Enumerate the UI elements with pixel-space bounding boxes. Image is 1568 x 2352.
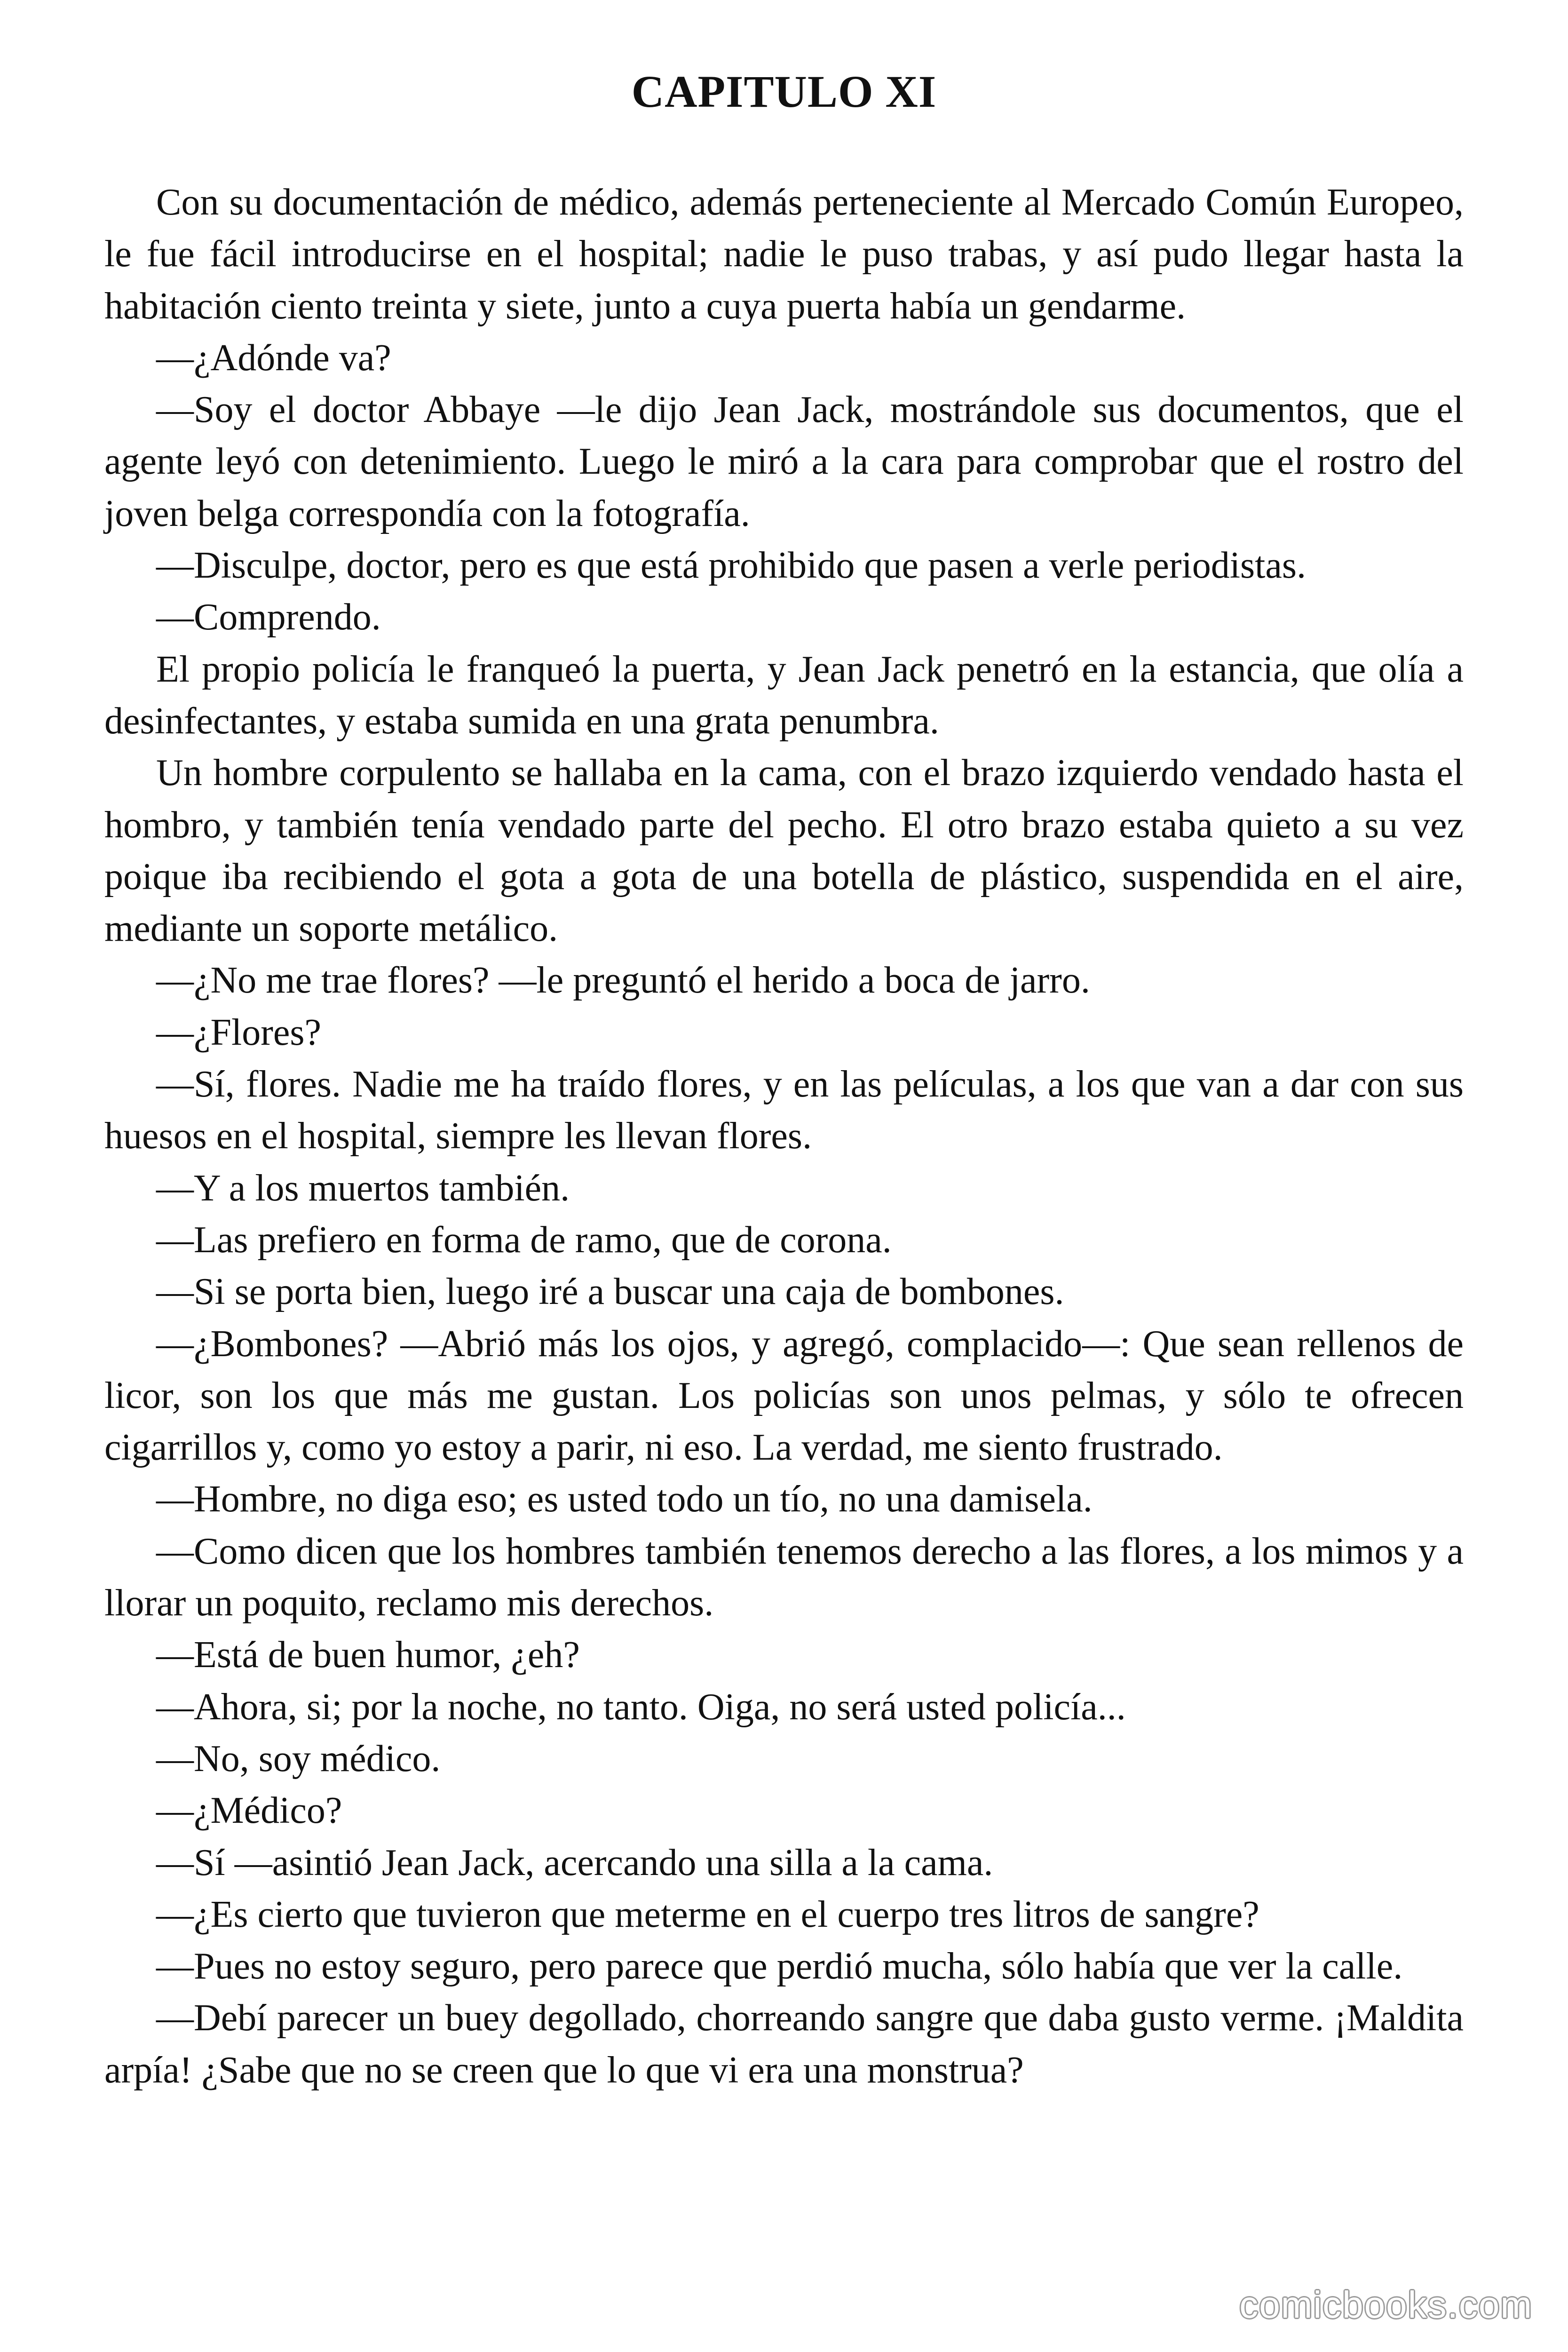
paragraph: —Comprendo. (156, 596, 381, 638)
paragraph: —Está de buen humor, ¿eh? (156, 1634, 580, 1676)
chapter-title: CAPITULO XI (631, 66, 937, 117)
paragraph: —¿Adónde va? (156, 337, 391, 379)
paragraph: —Las prefiero en forma de ramo, que de corona. (156, 1219, 892, 1261)
paragraph: —Sí —asintió Jean Jack, acercando una silla a la cama. (156, 1842, 993, 1883)
paragraph: —Sí, flores. Nadie me ha traído flores, y en las películas, a los que van a dar con sus huesos en el hospital, siempre les llevan flores. (104, 1064, 1464, 1157)
paragraph: —Hombre, no diga eso; es usted todo un tío, no una damisela. (156, 1478, 1093, 1520)
paragraph: —Y a los muertos también. (156, 1167, 570, 1209)
paragraph: —¿Médico? (156, 1790, 342, 1832)
paragraph: —Soy el doctor Abbaye —le dijo Jean Jack, mostrándole sus documentos, que el agente leyó con detenimiento. Luego le miró a la cara para comprobar que el rostro del joven belga correspondía con la fotografía. (104, 389, 1464, 534)
paragraph: —Pues no estoy seguro, pero parece que perdió mucha, sólo había que ver la calle. (156, 1946, 1403, 1987)
paragraph: —Como dicen que los hombres también tenemos derecho a las flores, a los mimos y a llorar un poquito, reclamo mis derechos. (104, 1530, 1464, 1624)
paragraph: —Ahora, si; por la noche, no tanto. Oiga, no será usted policía... (156, 1686, 1126, 1728)
paragraph: —Si se porta bien, luego iré a buscar una caja de bombones. (156, 1271, 1064, 1313)
paragraph: Un hombre corpulento se hallaba en la cama, con el brazo izquierdo vendado hasta el hombro, y también tenía vendado parte del pecho. El otro brazo estaba quieto a su vez poique iba recibiendo el gota a gota de una botella de plástico, suspendida en el aire, mediante un soporte metálico. (104, 752, 1464, 950)
paragraph: El propio policía le franqueó la puerta, y Jean Jack penetró en la estancia, que olía a desinfectantes, y estaba sumida en una grata penumbra. (104, 648, 1464, 742)
paragraph: —¿Flores? (156, 1011, 322, 1053)
paragraph: —¿No me trae flores? —le preguntó el herido a boca de jarro. (156, 960, 1090, 1001)
chapter-body (104, 176, 1464, 2096)
paragraph: —¿Bombones? —Abrió más los ojos, y agregó, complacido—: Que sean rellenos de licor, son los que más me gustan. Los policías son unos pelmas, y sólo te ofrecen cigarrillos y, como yo estoy a parir, ni eso. La verdad, me siento frustrado. (104, 1323, 1464, 1469)
paragraph: Con su documentación de médico, además perteneciente al Mercado Común Europeo, le fue fácil introducirse en el hospital; nadie le puso trabas, y así pudo llegar hasta la habitación ciento treinta y siete, junto a cuya puerta había un gendarme. (104, 182, 1464, 327)
paragraph: —No, soy médico. (156, 1738, 441, 1780)
paragraph: —¿Es cierto que tuvieron que meterme en el cuerpo tres litros de sangre? (156, 1893, 1259, 1935)
watermark-logo: comicbooks.com (1239, 2284, 1533, 2326)
paragraph: —Disculpe, doctor, pero es que está prohibido que pasen a verle periodistas. (156, 545, 1306, 587)
paragraph: —Debí parecer un buey degollado, chorreando sangre que daba gusto verme. ¡Maldita arpía! ¿Sabe que no se creen que lo que vi era una monstrua? (104, 1997, 1464, 2091)
